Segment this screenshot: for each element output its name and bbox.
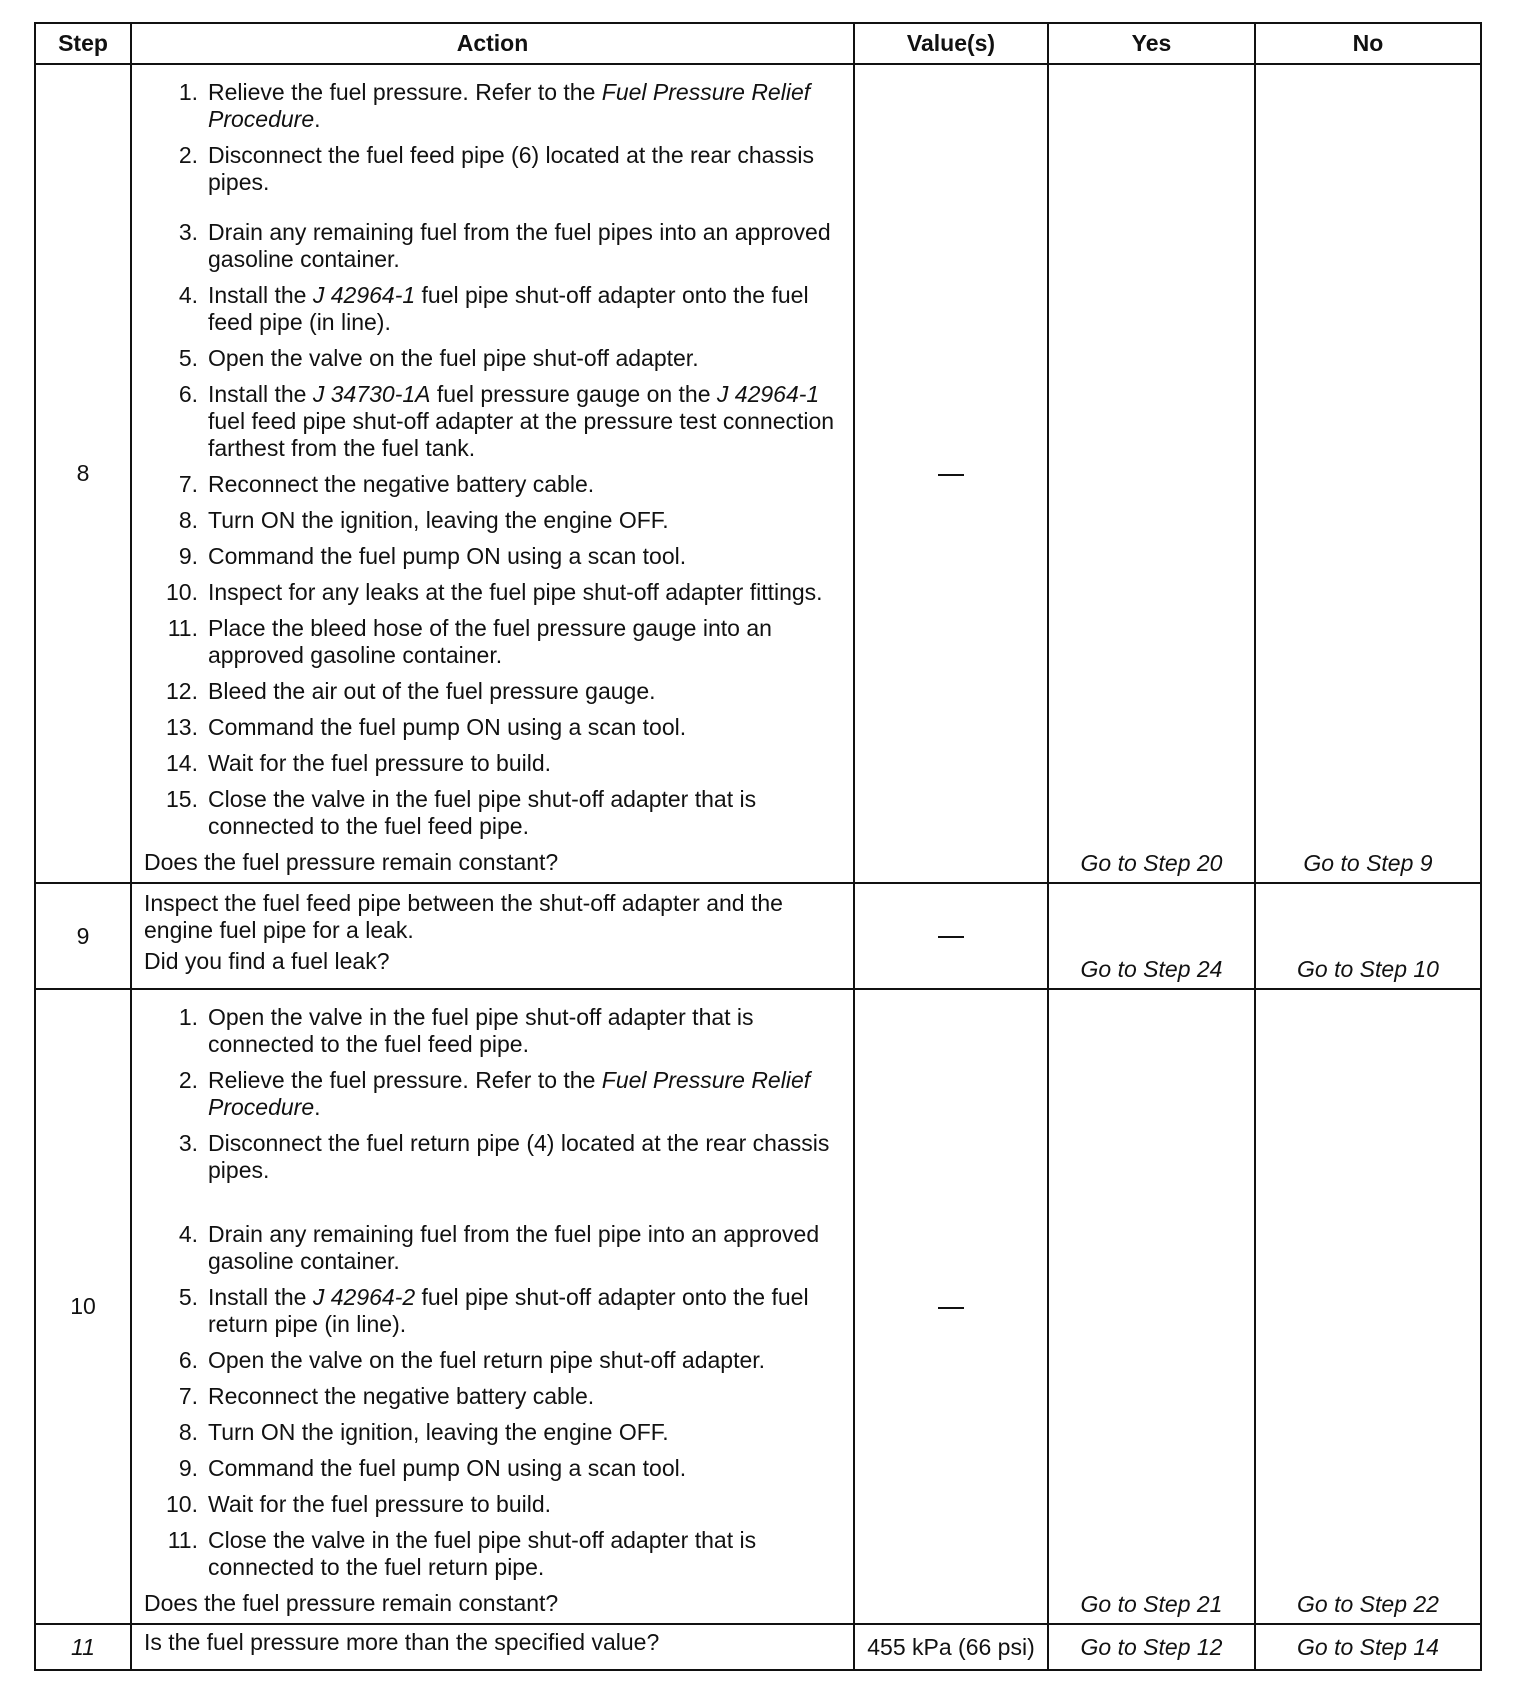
em-dash (938, 1307, 964, 1309)
list-item: 7. Reconnect the negative battery cable. (178, 1383, 595, 1409)
action-cell (131, 989, 854, 1624)
list-item: 14. Wait for the fuel pressure to build. (166, 750, 552, 776)
list-item: 10. Wait for the fuel pressure to build. (166, 1491, 552, 1517)
value-cell (854, 989, 1048, 1624)
list-item: 2. Relieve the fuel pressure. Refer to the Fuel Pressure Relief Procedure. (178, 1067, 811, 1120)
list-item: 5. Install the J 42964-2 fuel pipe shut-off adapter onto the fuel return pipe (in line). (178, 1284, 809, 1337)
action-cell (131, 883, 854, 989)
yes-cell (1048, 883, 1255, 989)
header-action: Action (131, 23, 854, 64)
list-item: 2. Disconnect the fuel feed pipe (6) located at the rear chassis pipes. (178, 142, 815, 195)
step-number: 10 (35, 989, 131, 1624)
em-dash (938, 936, 964, 938)
em-dash (938, 474, 964, 476)
action-list (144, 79, 839, 840)
no-link: Go to Step 10 (1297, 956, 1439, 982)
list-item: 8. Turn ON the ignition, leaving the engine OFF. (178, 507, 669, 533)
list-item: 7. Reconnect the negative battery cable. (178, 471, 595, 497)
list-item: 1. Relieve the fuel pressure. Refer to the Fuel Pressure Relief Procedure. (178, 79, 811, 132)
list-item: 5. Open the valve on the fuel pipe shut-off adapter. (178, 345, 699, 371)
value-cell (854, 883, 1048, 989)
step-number: 8 (35, 64, 131, 883)
header-row (35, 23, 1481, 64)
list-item: 6. Open the valve on the fuel return pipe shut-off adapter. (178, 1347, 766, 1373)
yes-link: Go to Step 21 (1080, 1591, 1223, 1617)
header-yes: Yes (1048, 23, 1255, 64)
no-link: Go to Step 14 (1255, 1624, 1481, 1670)
yes-link: Go to Step 20 (1080, 850, 1223, 876)
yes-link: Go to Step 12 (1048, 1624, 1255, 1670)
list-item: 9. Command the fuel pump ON using a scan tool. (178, 543, 687, 569)
list-item: 12. Bleed the air out of the fuel pressure gauge. (166, 678, 656, 704)
value-cell: 455 kPa (66 psi) (854, 1624, 1048, 1670)
action-cell (131, 64, 854, 883)
yes-cell (1048, 989, 1255, 1624)
diagnostic-table (34, 22, 1482, 1671)
header-value: Value(s) (854, 23, 1048, 64)
list-item: 13. Command the fuel pump ON using a scan tool. (166, 714, 687, 740)
table-row-step-11 (35, 1624, 1481, 1670)
value-cell (854, 64, 1048, 883)
table-row-step-9 (35, 883, 1481, 989)
list-item: 10. Inspect for any leaks at the fuel pipe shut-off adapter fittings. (166, 579, 823, 605)
list-item: 3. Disconnect the fuel return pipe (4) located at the rear chassis pipes. (178, 1130, 830, 1183)
list-item: 1. Open the valve in the fuel pipe shut-off adapter that is connected to the fuel feed pipe. (178, 1004, 754, 1057)
list-item: 11. Place the bleed hose of the fuel pressure gauge into an approved gasoline container. (167, 615, 772, 668)
no-cell (1255, 64, 1481, 883)
no-link: Go to Step 22 (1297, 1591, 1439, 1617)
header-step: Step (35, 23, 131, 64)
yes-cell (1048, 64, 1255, 883)
step-number: 9 (35, 883, 131, 989)
table-row-step-8 (35, 64, 1481, 883)
list-item: 8. Turn ON the ignition, leaving the engine OFF. (178, 1419, 669, 1445)
action-text: Inspect the fuel feed pipe between the shut-off adapter and the engine fuel pipe for a leak. (144, 890, 783, 943)
question-text: Is the fuel pressure more than the specified value? (131, 1624, 854, 1670)
question-text: Does the fuel pressure remain constant? (144, 1590, 559, 1616)
no-cell (1255, 989, 1481, 1624)
no-link: Go to Step 9 (1303, 850, 1433, 876)
list-item: 3. Drain any remaining fuel from the fuel pipes into an approved gasoline container. (178, 219, 831, 272)
no-cell (1255, 883, 1481, 989)
action-list (144, 1004, 839, 1581)
list-item: 11. Close the valve in the fuel pipe shut-off adapter that is connected to the fuel return pipe. (167, 1527, 757, 1580)
list-item: 4. Install the J 42964-1 fuel pipe shut-off adapter onto the fuel feed pipe (in line). (178, 282, 809, 335)
question-text: Did you find a fuel leak? (144, 948, 390, 974)
table-row-step-10 (35, 989, 1481, 1624)
list-item: 15. Close the valve in the fuel pipe shut-off adapter that is connected to the fuel feed pipe. (166, 786, 757, 839)
header-no: No (1255, 23, 1481, 64)
list-item: 9. Command the fuel pump ON using a scan tool. (178, 1455, 687, 1481)
step-number: 11 (35, 1624, 131, 1670)
yes-link: Go to Step 24 (1080, 956, 1223, 982)
list-item: 6. Install the J 34730-1A fuel pressure gauge on the J 42964-1 fuel feed pipe shut-off adapter at the pressure test connection farthest from the fuel tank. (178, 381, 835, 461)
list-item: 4. Drain any remaining fuel from the fuel pipe into an approved gasoline container. (178, 1221, 820, 1274)
question-text: Does the fuel pressure remain constant? (144, 849, 559, 875)
